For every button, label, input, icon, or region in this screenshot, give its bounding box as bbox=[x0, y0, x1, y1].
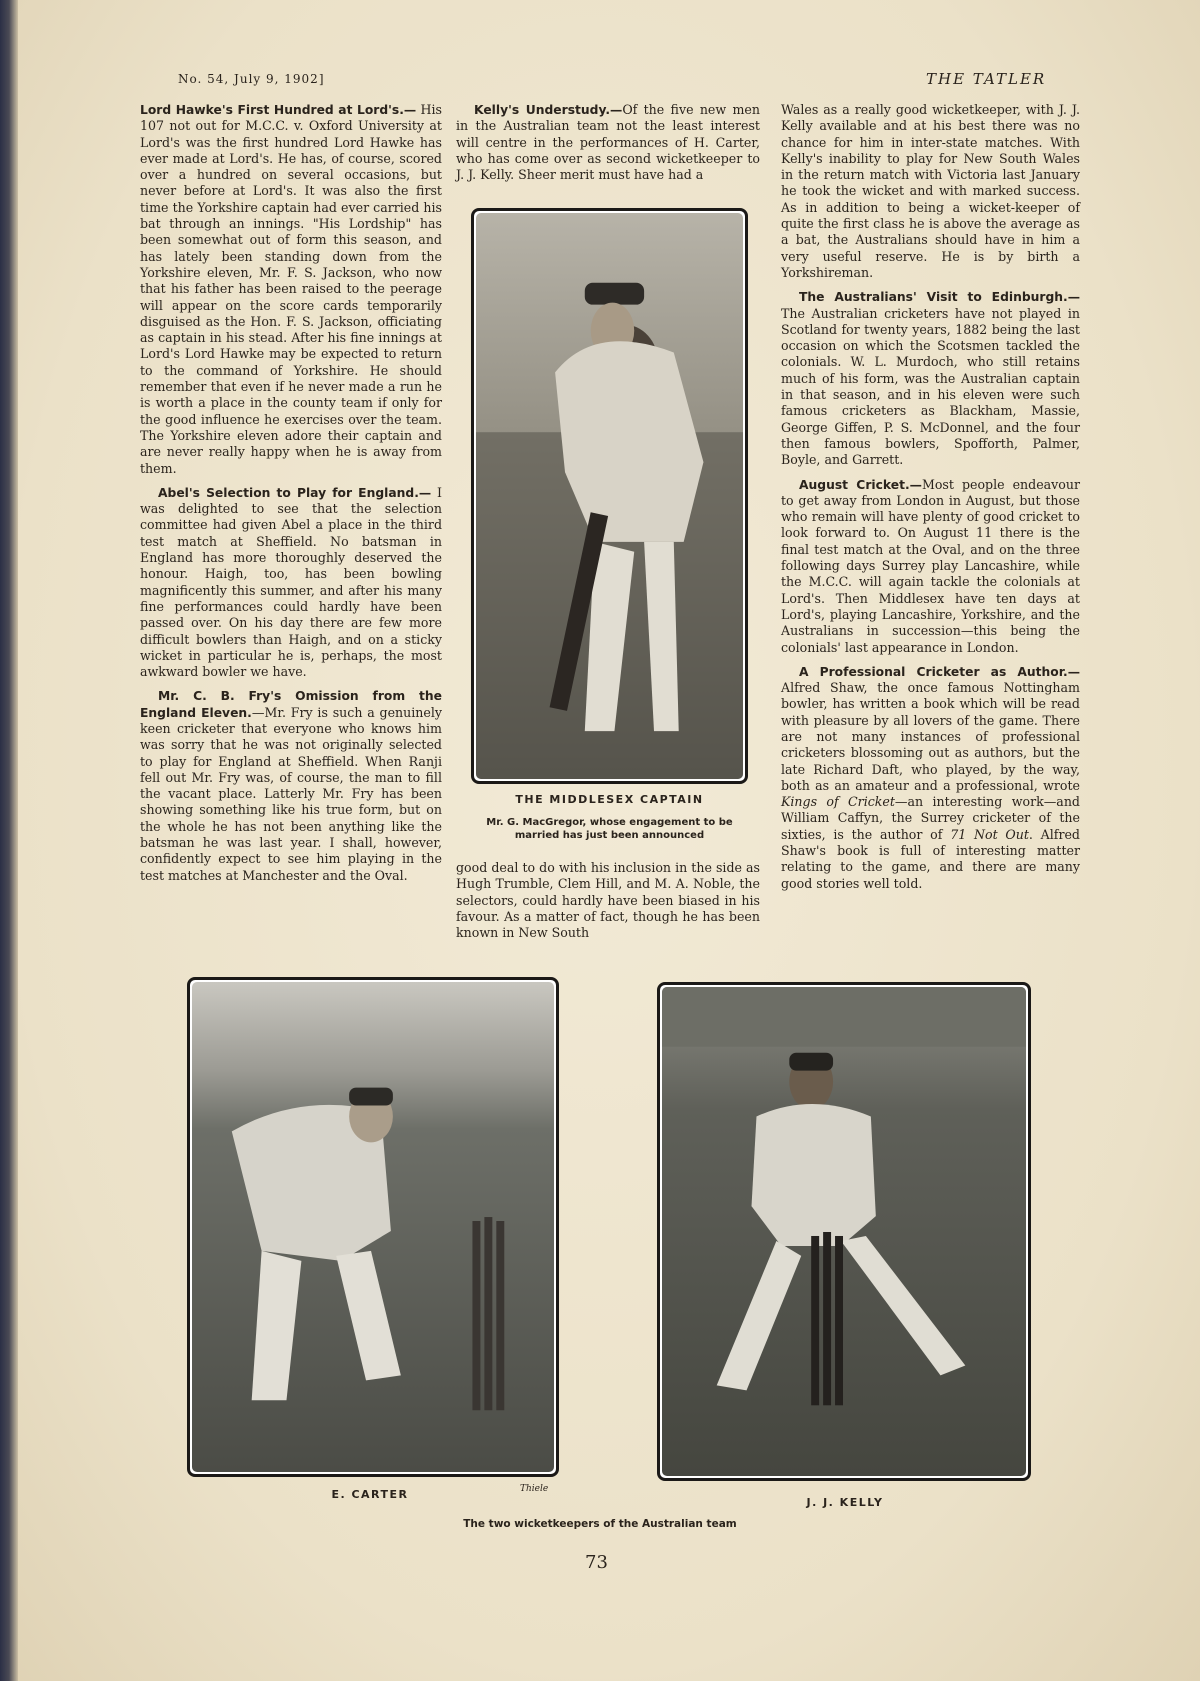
body-abel: I was delighted to see that the selection committee had given Abel a place in the third test match at Sheffield. No batsman in England has more thoroughly deserved the honour. Haigh, too, has been bowling magnificently this summer, and after his many fine performances could hardly have been passed over. On his day there are few more difficult bowlers than Haigh, and on a sticky wicket in particular he is, perhaps, the most awkward bowler we have. bbox=[140, 484, 443, 680]
column-2-top bbox=[456, 102, 760, 191]
column-3 bbox=[781, 102, 1080, 900]
body-author-b: —an interesting work—and William Caffyn, the Surrey cricketer of the sixties, is the author of bbox=[781, 794, 1080, 842]
body-august: Most people endeavour to get away from London in August, but those who remain will have plenty of good cricket to look forward to. On August 11 there is the final test match at the Oval, and on the three following days Surrey play Lancashire, while the M.C.C. will again tackle the colonials at Lord's. Then Middlesex have ten days at Lord's, playing Lancashire, Yorkshire, and the Australians in succession—this being the colonials' last appearance in London. bbox=[781, 476, 1080, 655]
column-2-bottom bbox=[456, 860, 760, 949]
body-kelly-bottom: good deal to do with his inclusion in the side as Hugh Trumble, Clem Hill, and M. A. Noble, the selectors, could hardly have been biased in his favour. As a matter of fact, though he has been known in New South bbox=[456, 860, 760, 941]
caption-kelly: J. J. KELLY bbox=[806, 1496, 884, 1509]
book-title-kings: Kings of Cricket bbox=[781, 794, 895, 810]
photo-credit: Thiele bbox=[520, 1484, 549, 1494]
caption-carter: E. CARTER bbox=[331, 1488, 409, 1501]
photo-carter bbox=[187, 977, 559, 1477]
caption-bottom: The two wicketkeepers of the Australian team bbox=[463, 1518, 737, 1530]
page-number: 73 bbox=[585, 1552, 608, 1573]
issue-line: No. 54, July 9, 1902] bbox=[178, 72, 325, 86]
article-kelly bbox=[456, 102, 760, 183]
heading-kelly: Kelly's Understudy.— bbox=[474, 103, 623, 117]
caption-top-sub: Mr. G. MacGregor, whose engagement to be married has just been announced bbox=[486, 817, 733, 841]
body-kelly-top: Of the five new men in the Australian team not the least interest will centre in the performances of H. Carter, who has come over as second wicketkeeper to J. J. Kelly. Sheer merit must have had a bbox=[456, 102, 760, 183]
photo-middlesex-captain bbox=[471, 208, 748, 784]
heading-august: August Cricket.— bbox=[799, 477, 922, 492]
article-abel bbox=[140, 485, 442, 681]
body-fry: —Mr. Fry is such a genuinely keen cricketer that everyone who knows him was sorry that he was not originally selected to play for England at Sheffield. When Ranji fell out Mr. Fry was, of course, the man to fill the vacant place. Latterly Mr. Fry has been showing something like his true form, but on the whole he has not been anything like the batsman he was last year. I shall, however, confidently expect to see him playing in the test matches at Manchester and the Oval. bbox=[140, 704, 443, 883]
body-author-a: Alfred Shaw, the once famous Nottingham bowler, has written a book which will be read with pleasure by all lovers of the game. There are not many instances of professional cricketers blossoming out as authors, but the late Richard Daft, who played, by the way, both as an amateur and a professional, wrote bbox=[781, 680, 1080, 793]
article-edinburgh bbox=[781, 289, 1080, 468]
photo-kelly bbox=[657, 982, 1031, 1481]
body-edinburgh: The Australian cricketers have not played in Scotland for twenty years, 1882 being the last occasion on which the Scotsmen tackled the colonials. W. L. Murdoch, who still retains much of his form, was the Australian captain in that season, and in his eleven were such famous cricketers as Blackham, Massie, George Giffen, P. S. McDonnel, and the four then famous bowlers, Spofforth, Palmer, Boyle, and Garrett. bbox=[781, 305, 1080, 468]
wicketkeeper-carter-image bbox=[192, 982, 554, 1472]
body-kelly-col3: Wales as a really good wicketkeeper, with J. J. Kelly available and at his best there was no chance for him in inter-state matches. With Kelly's inability to play for New South Wales in the return match with Victoria last January he took the wicket and with marked success. As in addition to being a wicket-keeper of quite the first class he is above the average as a bat, the Australians should have in him a very useful reserve. He is by birth a Yorkshireman. bbox=[781, 102, 1080, 280]
article-author bbox=[781, 664, 1080, 892]
article-hawke bbox=[140, 102, 442, 477]
heading-author: A Professional Cricketer as Author.— bbox=[799, 664, 1080, 679]
body-hawke: His 107 not out for M.C.C. v. Oxford University at Lord's was the first hundred Lord Hawke has ever made at Lord's. He has, of course, scored over a hundred on several occasions, but never before at Lord's. It was also the first time the Yorkshire captain had ever carried his bat through an innings. "His Lordship" has been somewhat out of form this season, and has lately been standing down from the Yorkshire eleven, Mr. F. S. Jackson, who now that his father has been raised to the peerage will appear on the score cards temporarily disguised as the Hon. F. S. Jackson, officiating as captain in his stead. After his fine innings at Lord's Lord Hawke may be expected to return to the command of Yorkshire. He should remember that even if he never made a run he is worth a place in the county team if only for the good influence he exercises over the team. The Yorkshire eleven adore their captain and are never really happy when he is away from them. bbox=[140, 102, 442, 476]
batsman-photo-image bbox=[476, 213, 743, 779]
heading-abel: Abel's Selection to Play for England.— bbox=[158, 485, 432, 500]
heading-edinburgh: The Australians' Visit to Edinburgh.— bbox=[799, 290, 1080, 305]
wicketkeeper-kelly-image bbox=[662, 987, 1026, 1476]
column-1 bbox=[140, 102, 442, 892]
article-fry bbox=[140, 688, 442, 884]
masthead: THE TATLER bbox=[926, 70, 1047, 88]
heading-fry: Mr. C. B. Fry's Omission from the England Eleven. bbox=[140, 689, 442, 720]
article-august bbox=[781, 477, 1080, 656]
binding-spine bbox=[0, 0, 18, 1681]
body-author-c: . Alfred Shaw's book is full of interesting matter relating to the game, and there are many good stories well told. bbox=[781, 826, 1080, 891]
heading-hawke: Lord Hawke's First Hundred at Lord's.— bbox=[140, 103, 417, 117]
book-title-71: 71 Not Out bbox=[950, 826, 1029, 842]
caption-top-title: THE MIDDLESEX CAPTAIN bbox=[515, 793, 704, 806]
